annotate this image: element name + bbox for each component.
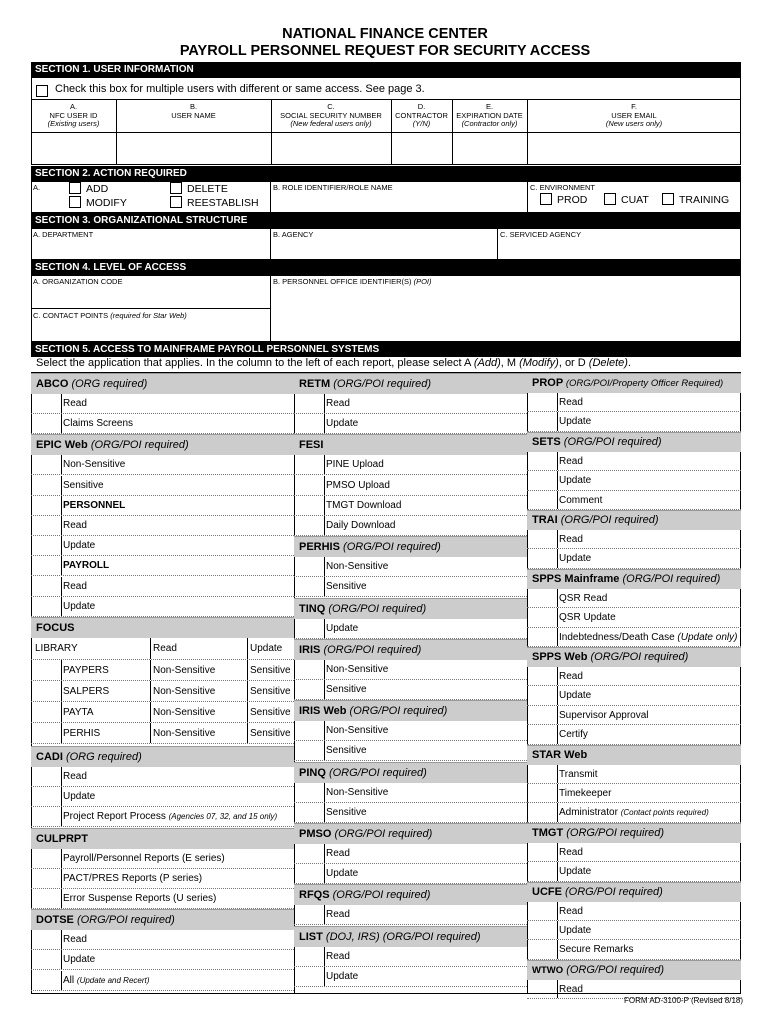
report-row-qsr-read: QSR Read <box>527 589 741 608</box>
select-cell[interactable] <box>527 471 558 489</box>
report-row-update: Update <box>527 921 741 940</box>
select-cell[interactable] <box>120 702 151 722</box>
select-cell[interactable] <box>31 536 62 555</box>
report-row-update: Update <box>294 967 527 987</box>
group-retm: RETM (ORG/POI required) <box>294 373 527 394</box>
select-cell[interactable] <box>527 940 558 958</box>
form-title: NATIONAL FINANCE CENTER <box>282 26 488 42</box>
focus-row-perhis: PERHIS Non-Sensitive Sensitive <box>31 723 294 744</box>
section-5-instructions: Select the application that applies. In the column to the left of each report, please select A (Add), M (Modify), or D (Delete). <box>36 357 631 369</box>
group-iris-web: IRIS Web (ORG/POI required) <box>294 700 527 721</box>
report-row-non-sensitive: Non-Sensitive <box>294 783 527 803</box>
report-row-non-sensitive: Non-Sensitive <box>294 557 527 577</box>
report-row-update: Update <box>294 864 527 884</box>
select-cell[interactable] <box>31 930 62 949</box>
select-cell[interactable] <box>31 476 62 495</box>
group-abco: ABCO (ORG required) <box>31 373 294 394</box>
multi-user-label: Check this box for multiple users with different or same access. See page 3. <box>55 83 425 95</box>
select-cell[interactable] <box>31 971 62 990</box>
report-row-read: Read <box>31 394 294 414</box>
section-3-box <box>31 228 741 260</box>
modify-checkbox[interactable] <box>69 196 81 208</box>
multi-user-checkbox[interactable] <box>36 85 48 97</box>
group-wtwo: WTWO (ORG/POI required) <box>527 960 741 980</box>
user-info-col-expiration-date: E. EXPIRATION DATE (Contractor only) <box>456 102 523 128</box>
select-cell[interactable] <box>294 947 325 966</box>
select-cell[interactable] <box>31 849 62 868</box>
section-2-header: SECTION 2. ACTION REQUIRED <box>31 166 741 181</box>
select-cell[interactable] <box>294 864 325 883</box>
group-pmso: PMSO (ORG/POI required) <box>294 823 527 844</box>
reestablish-checkbox[interactable] <box>170 196 182 208</box>
select-cell[interactable] <box>294 476 325 495</box>
report-row-update: Update <box>294 619 527 639</box>
report-row-transmit: Transmit <box>527 765 741 784</box>
serviced-agency-label: C. SERVICED AGENCY <box>500 230 582 239</box>
select-cell[interactable] <box>294 557 325 576</box>
group-epic-web: EPIC Web (ORG/POI required) <box>31 434 294 455</box>
select-cell[interactable] <box>527 412 558 430</box>
select-cell[interactable] <box>294 496 325 515</box>
report-row-read: Read <box>31 930 294 950</box>
report-row-read: Read <box>31 516 294 536</box>
group-star-web: STAR Web <box>527 745 741 765</box>
user-info-col-social-security-number: C. SOCIAL SECURITY NUMBER (New federal users only) <box>280 102 382 128</box>
report-row-read: Read <box>294 394 527 414</box>
group-list: LIST (DOJ, IRS) (ORG/POI required) <box>294 926 527 947</box>
report-row-sensitive: Sensitive <box>31 476 294 496</box>
report-row-pmso-upload: PMSO Upload <box>294 476 527 496</box>
report-row-update: Update <box>527 862 741 881</box>
report-row-project-report-process: Project Report Process (Agencies 07, 32, and 15 only) <box>31 807 294 827</box>
group-tinq: TINQ (ORG/POI required) <box>294 598 527 619</box>
report-row-update: Update <box>31 536 294 556</box>
group-focus: FOCUS <box>31 617 294 638</box>
report-row-claims-screens: Claims Screens <box>31 414 294 434</box>
report-row-update: Update <box>31 950 294 970</box>
report-row-sensitive: Sensitive <box>294 741 527 761</box>
select-cell[interactable] <box>527 667 558 685</box>
report-row-read: Read <box>527 530 741 549</box>
select-cell[interactable] <box>294 619 325 638</box>
select-cell[interactable] <box>527 921 558 939</box>
report-row-read: Read <box>527 452 741 471</box>
report-row-read: Read <box>527 393 741 412</box>
select-cell[interactable] <box>527 686 558 704</box>
group-prop: PROP (ORG/POI/Property Officer Required) <box>527 373 741 393</box>
section-5-header: SECTION 5. ACCESS TO MAINFRAME PAYROLL PERSONNEL SYSTEMS <box>31 342 741 357</box>
select-cell[interactable] <box>527 530 558 548</box>
group-cadi: CADI (ORG required) <box>31 746 294 767</box>
select-cell[interactable] <box>31 660 62 680</box>
select-cell[interactable] <box>527 628 558 646</box>
select-cell[interactable] <box>217 660 248 680</box>
select-cell[interactable] <box>31 496 62 515</box>
group-spps-web: SPPS Web (ORG/POI required) <box>527 647 741 667</box>
report-row-comment: Comment <box>527 491 741 510</box>
report-row-update: Update <box>31 597 294 617</box>
select-cell[interactable] <box>31 702 62 722</box>
poi-label: B. PERSONNEL OFFICE IDENTIFIER(S) (POI) <box>273 277 432 286</box>
department-label: A. DEPARTMENT <box>33 230 94 239</box>
section-1-header: SECTION 1. USER INFORMATION <box>31 62 741 77</box>
select-cell[interactable] <box>31 577 62 596</box>
select-cell[interactable] <box>294 844 325 863</box>
report-row-sensitive: Sensitive <box>294 577 527 597</box>
group-perhis: PERHIS (ORG/POI required) <box>294 536 527 557</box>
cuat-checkbox[interactable] <box>604 193 616 205</box>
report-row-error-suspense-reports-u-series: Error Suspense Reports (U series) <box>31 889 294 909</box>
report-row-tmgt-download: TMGT Download <box>294 496 527 516</box>
group-ucfe: UCFE (ORG/POI required) <box>527 882 741 902</box>
select-cell[interactable] <box>217 681 248 701</box>
group-culprpt: CULPRPT <box>31 828 294 849</box>
contact-points-label: C. CONTACT POINTS (required for Star Web) <box>33 311 187 320</box>
user-info-input-expiration-date[interactable] <box>453 133 526 164</box>
group-fesi: FESI <box>294 434 527 455</box>
report-row-read: Read <box>527 980 741 999</box>
select-cell[interactable] <box>31 597 62 616</box>
report-row-sensitive: Sensitive <box>294 680 527 700</box>
select-cell[interactable] <box>527 843 558 861</box>
report-row-supervisor-approval: Supervisor Approval <box>527 706 741 725</box>
user-info-input-nfc-user-id[interactable] <box>32 133 115 164</box>
report-row-read: Read <box>294 905 527 925</box>
agency-label: B. AGENCY <box>273 230 314 239</box>
select-cell[interactable] <box>31 723 62 743</box>
select-cell[interactable] <box>294 455 325 474</box>
org-code-label: A. ORGANIZATION CODE <box>33 277 123 286</box>
focus-row-payta: PAYTA Non-Sensitive Sensitive <box>31 702 294 723</box>
select-cell[interactable] <box>527 452 558 470</box>
group-iris: IRIS (ORG/POI required) <box>294 639 527 660</box>
group-trai: TRAI (ORG/POI required) <box>527 510 741 530</box>
focus-row-paypers: PAYPERS Non-Sensitive Sensitive <box>31 660 294 681</box>
user-info-col-nfc-user-id: A. NFC USER ID (Existing users) <box>47 102 100 128</box>
select-cell[interactable] <box>294 783 325 802</box>
report-row-read: Read <box>527 843 741 862</box>
form-subtitle: PAYROLL PERSONNEL REQUEST FOR SECURITY ACCESS <box>179 43 591 59</box>
report-row-sensitive: Sensitive <box>294 803 527 823</box>
select-cell[interactable] <box>31 556 62 575</box>
select-cell[interactable] <box>217 702 248 722</box>
select-cell[interactable] <box>31 414 62 433</box>
report-row-timekeeper: Timekeeper <box>527 784 741 803</box>
select-cell[interactable] <box>120 723 151 743</box>
focus-library-read-select[interactable] <box>120 638 151 659</box>
select-cell[interactable] <box>294 414 325 433</box>
report-row-read: Read <box>294 844 527 864</box>
group-pinq: PINQ (ORG/POI required) <box>294 762 527 783</box>
select-cell[interactable] <box>31 950 62 969</box>
select-cell[interactable] <box>527 393 558 411</box>
report-row-payroll: PAYROLL <box>31 556 294 576</box>
training-checkbox[interactable] <box>662 193 674 205</box>
report-row-all: All (Update and Recert) <box>31 971 294 991</box>
report-row-certify: Certify <box>527 725 741 744</box>
select-cell[interactable] <box>294 516 325 535</box>
group-dotse: DOTSE (ORG/POI required) <box>31 909 294 930</box>
report-row-qsr-update: QSR Update <box>527 608 741 627</box>
select-cell[interactable] <box>217 723 248 743</box>
add-checkbox[interactable] <box>69 182 81 194</box>
select-cell[interactable] <box>527 980 558 998</box>
report-row-daily-download: Daily Download <box>294 516 527 536</box>
select-cell[interactable] <box>31 889 62 908</box>
select-cell[interactable] <box>294 967 325 986</box>
report-row-non-sensitive: Non-Sensitive <box>294 721 527 741</box>
report-row-pine-upload: PINE Upload <box>294 455 527 475</box>
group-tmgt: TMGT (ORG/POI required) <box>527 823 741 843</box>
section-3-header: SECTION 3. ORGANIZATIONAL STRUCTURE <box>31 213 741 228</box>
user-info-input-user-name[interactable] <box>117 133 270 164</box>
select-cell[interactable] <box>31 394 62 413</box>
report-row-pact-pres-reports-p-series: PACT/PRES Reports (P series) <box>31 869 294 889</box>
prod-checkbox[interactable] <box>540 193 552 205</box>
report-row-read: Read <box>527 902 741 921</box>
environment-label: C. ENVIRONMENT <box>530 183 596 192</box>
delete-checkbox[interactable] <box>170 182 182 194</box>
group-rfqs: RFQS (ORG/POI required) <box>294 884 527 905</box>
report-row-non-sensitive: Non-Sensitive <box>31 455 294 475</box>
select-cell[interactable] <box>527 902 558 920</box>
select-cell[interactable] <box>527 862 558 880</box>
select-cell[interactable] <box>527 803 558 821</box>
report-row-update: Update <box>31 787 294 807</box>
select-cell[interactable] <box>294 394 325 413</box>
user-info-input-contractor[interactable] <box>392 133 451 164</box>
select-cell[interactable] <box>294 905 325 924</box>
select-cell[interactable] <box>120 681 151 701</box>
report-row-non-sensitive: Non-Sensitive <box>294 660 527 680</box>
user-info-input-social-security-number[interactable] <box>272 133 390 164</box>
report-row-read: Read <box>527 667 741 686</box>
user-info-col-user-name: B. USER NAME <box>171 102 216 120</box>
report-row-read: Read <box>294 947 527 967</box>
select-cell[interactable] <box>31 807 62 826</box>
select-cell[interactable] <box>527 491 558 509</box>
select-cell[interactable] <box>527 706 558 724</box>
report-row-update: Update <box>527 686 741 705</box>
report-row-read: Read <box>31 767 294 787</box>
report-row-administrator: Administrator (Contact points required) <box>527 803 741 822</box>
select-cell[interactable] <box>31 787 62 806</box>
report-row-update: Update <box>527 412 741 431</box>
select-cell[interactable] <box>294 660 325 679</box>
select-cell[interactable] <box>527 549 558 567</box>
select-cell[interactable] <box>31 869 62 888</box>
section-4-header: SECTION 4. LEVEL OF ACCESS <box>31 260 741 275</box>
user-info-col-user-email: F. USER EMAIL (New users only) <box>605 102 663 128</box>
focus-row-salpers: SALPERS Non-Sensitive Sensitive <box>31 681 294 702</box>
select-cell[interactable] <box>31 681 62 701</box>
report-row-personnel: PERSONNEL <box>31 496 294 516</box>
group-sets: SETS (ORG/POI required) <box>527 432 741 452</box>
report-row-indebtedness-death-case: Indebtedness/Death Case (Update only) <box>527 628 741 647</box>
select-cell[interactable] <box>294 680 325 699</box>
report-row-read: Read <box>31 577 294 597</box>
select-cell[interactable] <box>294 803 325 822</box>
report-row-update: Update <box>527 471 741 490</box>
report-row-payroll-personnel-reports-e-series: Payroll/Personnel Reports (E series) <box>31 849 294 869</box>
focus-library-update-select[interactable] <box>217 638 248 659</box>
select-cell[interactable] <box>120 660 151 680</box>
report-row-update: Update <box>294 414 527 434</box>
select-cell[interactable] <box>294 577 325 596</box>
select-cell[interactable] <box>31 767 62 786</box>
report-row-secure-remarks: Secure Remarks <box>527 940 741 959</box>
focus-library-row: LIBRARY Read Update <box>31 638 294 660</box>
user-info-col-contractor: D. CONTRACTOR (Y/N) <box>395 102 448 128</box>
select-cell[interactable] <box>527 589 558 607</box>
select-cell[interactable] <box>31 516 62 535</box>
select-cell[interactable] <box>527 608 558 626</box>
report-row-update: Update <box>527 549 741 568</box>
user-info-input-user-email[interactable] <box>528 133 740 164</box>
select-cell[interactable] <box>294 741 325 760</box>
select-cell[interactable] <box>527 784 558 802</box>
select-cell[interactable] <box>294 721 325 740</box>
select-cell[interactable] <box>31 455 62 474</box>
select-cell[interactable] <box>527 765 558 783</box>
group-spps-mainframe: SPPS Mainframe (ORG/POI required) <box>527 569 741 589</box>
form-number: FORM AD-3100-P (Revised 8/18) <box>624 996 744 1005</box>
role-identifier-label: B. ROLE IDENTIFIER/ROLE NAME <box>273 183 393 192</box>
select-cell[interactable] <box>527 725 558 743</box>
